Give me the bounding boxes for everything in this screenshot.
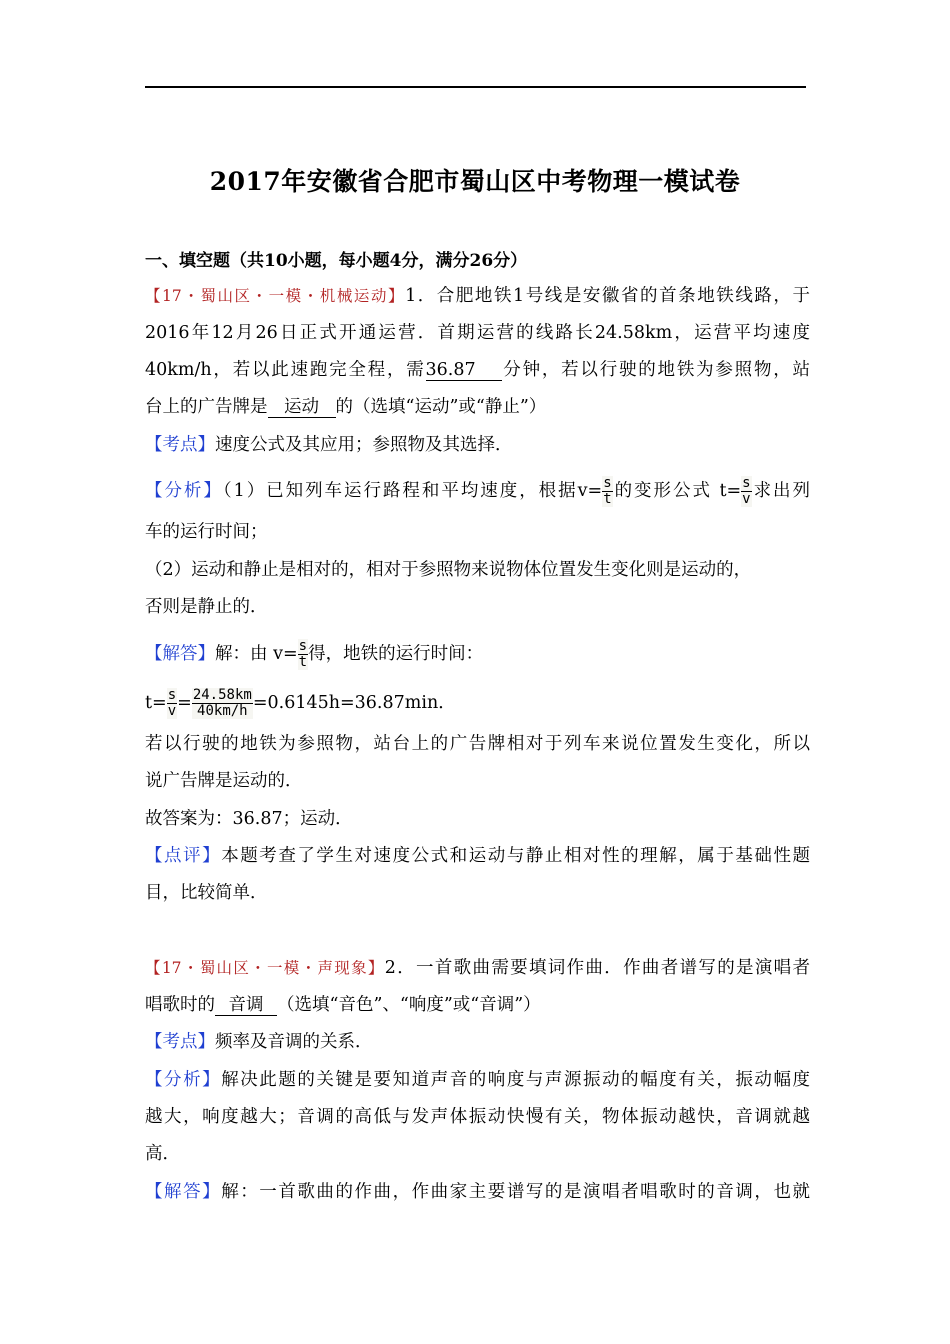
fraction-s-over-v: $\frac{s}{v}$ [742,475,751,507]
q1-line1: 【17・蜀山区・一模・机械运动】1．合肥地铁1号线是安徽省的首条地铁线路，于 [145,286,810,306]
q1-tag: 【17・蜀山区・一模・机械运动】 [145,287,406,305]
q1-line2: 2016年12月26日正式开通运营．首期运营的线路长24.58km，运营平均速度 [145,323,810,343]
q1-fenxi-4: 否则是静止的． [145,597,268,617]
header-rule [145,86,806,88]
q1-fenxi-1: 【分析】（1）已知列车运行路程和平均速度，根据v= $\frac{s}{t}$ 的变形公式 t= $\frac{s}{v}$ 求出列 [145,475,811,507]
q1-fenxi-3: （2）运动和静止是相对的，相对于参照物来说物体位置发生变化则是运动的， [145,560,752,580]
q2-kaodian: 【考点】频率及音调的关系． [145,1032,373,1052]
kaodian-label: 【考点】 [145,1032,215,1052]
fenxi-label: 【分析】 [145,481,223,501]
q2-fenxi-1: 【分析】解决此题的关键是要知道声音的响度与声源振动的幅度有关，振动幅度 [145,1070,811,1090]
q2-line1: 【17・蜀山区・一模・声现象】2．一首歌曲需要填词作曲．作曲者谱写的是演唱者 [145,958,810,978]
page-title: 2017年安徽省合肥市蜀山区中考物理一模试卷 [209,167,741,196]
dianping-label: 【点评】 [145,846,222,866]
fraction-s-over-t: $\frac{s}{t}$ [298,638,308,670]
q1-answer-blank-1: 36.87 [426,360,502,381]
q1-dianping-1: 【点评】本题考查了学生对速度公式和运动与静止相对性的理解，属于基础性题 [145,846,811,866]
fraction-s-over-v: $\frac{s}{v}$ [167,687,177,719]
jieda-label: 【解答】 [145,1182,222,1202]
fraction-distance-over-speed: $\frac{24.58km}{40km/h}$ [192,687,252,719]
jieda-label: 【解答】 [145,644,215,664]
q2-tag: 【17・蜀山区・一模・声现象】 [145,959,385,977]
q2-answer-blank: 音调 [215,995,277,1016]
q1-jieda-3: 若以行驶的地铁为参照物，站台上的广告牌相对于列车来说位置发生变化，所以 [145,734,810,754]
q1-line3: 40km/h，若以此速跑完全程，需36.87 分钟，若以行驶的地铁为参照物，站 [145,360,811,380]
q1-answer-blank-2: 运动 [268,397,336,418]
q1-line4: 台上的广告牌是 运动 的（选填“运动”或“静止”） [145,397,547,417]
q2-jieda-1: 【解答】解：一首歌曲的作曲，作曲家主要谱写的是演唱者唱歌时的音调，也就 [145,1182,811,1202]
q1-jieda-5: 故答案为：36.87；运动． [145,809,353,829]
kaodian-label: 【考点】 [145,435,215,455]
q1-jieda-1: 【解答】解：由 v= $\frac{s}{t}$ 得，地铁的运行时间： [145,638,484,670]
q1-fenxi-2: 车的运行时间； [145,522,268,542]
q2-line2: 唱歌时的 音调 （选填“音色”、“响度”或“音调”） [145,995,541,1015]
fraction-s-over-t: $\frac{s}{t}$ [603,475,612,507]
q1-jieda-4: 说广告牌是运动的． [145,771,303,791]
q2-fenxi-3: 高． [145,1144,180,1164]
section-heading: 一、填空题（共10小题，每小题4分，满分26分） [145,251,528,271]
q1-dianping-2: 目，比较简单． [145,883,268,903]
q1-calc: t= $\frac{s}{v}$ = $\frac{24.58km}{40km/h}$ =0.6145h=36.87min． [145,687,456,719]
q1-kaodian: 【考点】速度公式及其应用；参照物及其选择． [145,435,513,455]
q2-fenxi-2: 越大，响度越大；音调的高低与发声体振动快慢有关，物体振动越快，音调就越 [145,1107,810,1127]
fenxi-label: 【分析】 [145,1070,222,1090]
